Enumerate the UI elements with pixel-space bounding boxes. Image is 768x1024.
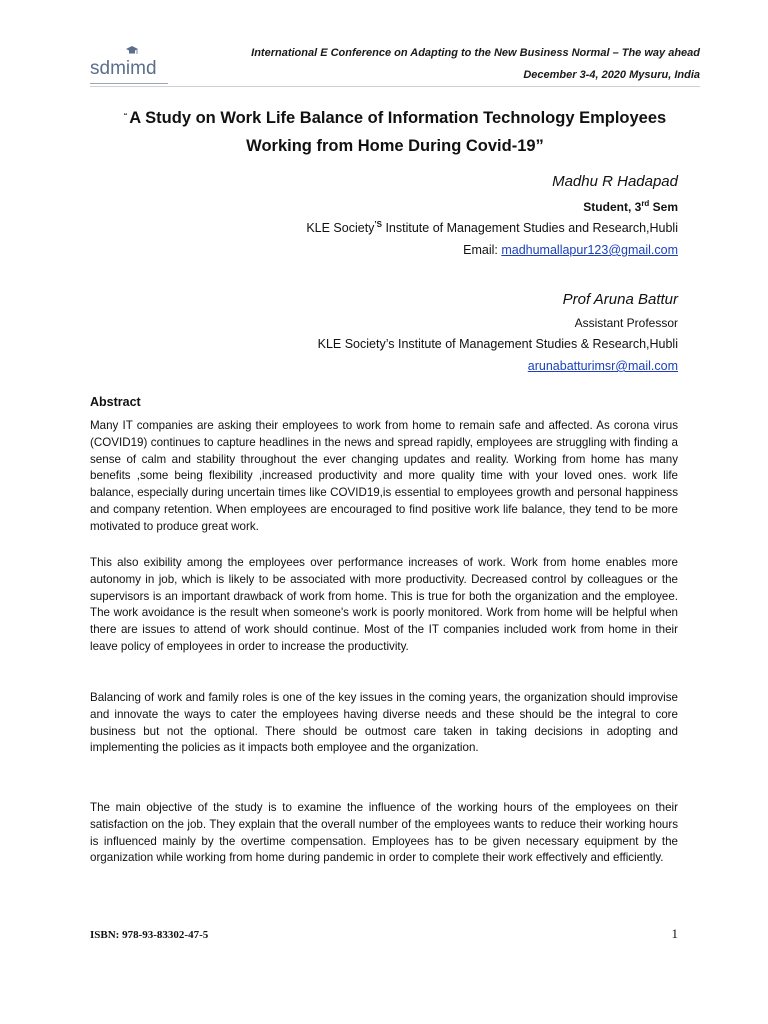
author-1-email-link[interactable]: madhumallapur123@gmail.com (501, 243, 678, 257)
author-1-institution: KLE Society$^{’S}$ Institute of Management Studies and Research,Hubli (306, 220, 678, 235)
conference-title: International E Conference on Adapting to the New Business Normal – The way ahead (251, 47, 700, 59)
abstract-heading: Abstract (90, 395, 141, 409)
abstract-paragraph-1: Many IT companies are asking their employees to work from home to remain safe and affected. As corona virus (COVID19) continues to capture headlines in the news and spread rapidly, employees are struggling with finding a sense of calm and stability throughout the ever changing updates and reality. Working from home has many benefits ,some being flexibility ,increased productivity and more quality time with your loved ones. work life balance, especially during uncertain times like COVID19,is essential to employees growth and personal happiness and company retention. When employees are encouraged to find positive work life balance, they tend to be more motivated to produce great work. (90, 419, 678, 533)
abstract-paragraph-2: This also exibility among the employees over performance increases of work. Work from home enables more autonomy in job, which is likely to be associated with more productivity. Decreased control by colleagues or the supervisors is an important drawback of work from home. This is true for both the organization and the employee. The work avoidance is the result when someone's work is poorly monitored. Work from home will be helpful when there are issues to attend of work should continue. Most of the IT companies included work from home in their leave policy of employees in order to increase the productivity. (90, 556, 678, 653)
author-2-email-line (528, 359, 678, 373)
logo-text: sdmimd (90, 58, 157, 79)
sdmimd-logo (90, 44, 170, 80)
author-1-name: Madhu R Hadapad (552, 173, 678, 190)
paper-title (90, 103, 700, 160)
abstract-paragraph-3: Balancing of work and family roles is one of the key issues in the coming years, the organization should improvise and innovate the ways to cater the employees having diverse needs and these should be the integral to core business but not the optional. There should be outmost care taken in taking decisions in adopting and implementing the policies as it impacts both employee and the organization. (90, 691, 678, 755)
author-1-role: Student, 3rd Sem (583, 199, 678, 214)
title-line-2: Working from Home During Covid-19” (246, 137, 544, 155)
title-open-quote: “ (123, 113, 128, 120)
abstract-paragraph-4: The main objective of the study is to examine the influence of the working hours of the employees on their satisfaction on the job. They explain that the overall number of the employees wants to reduce their working hours is influenced mainly by the overtime compensation. Employees has to be given necessary equipment by the organization while working from home during pandemic in order to complete their work effectively and efficiently. (90, 801, 678, 865)
conference-dates: December 3-4, 2020 Mysuru, India (523, 69, 700, 81)
page-number: 1 (671, 926, 678, 941)
author-2-email-link[interactable]: arunabatturimsr@mail.com (527, 359, 678, 373)
author-2-role: Assistant Professor (574, 316, 678, 330)
author-2-name: Prof Aruna Battur (562, 291, 678, 308)
graduation-cap-icon (126, 46, 138, 56)
isbn: ISBN: 978-93-83302-47-5 (90, 929, 209, 941)
author-2-institution: KLE Society’s Institute of Management Studies & Research,Hubli (317, 337, 678, 351)
header-divider (90, 86, 700, 87)
email-label: Email: (463, 243, 502, 257)
logo-underline (90, 83, 168, 84)
author-1-email-line (463, 243, 678, 257)
title-line-1: “ A Study on Work Life Balance of Information Technology Employees (123, 109, 667, 127)
